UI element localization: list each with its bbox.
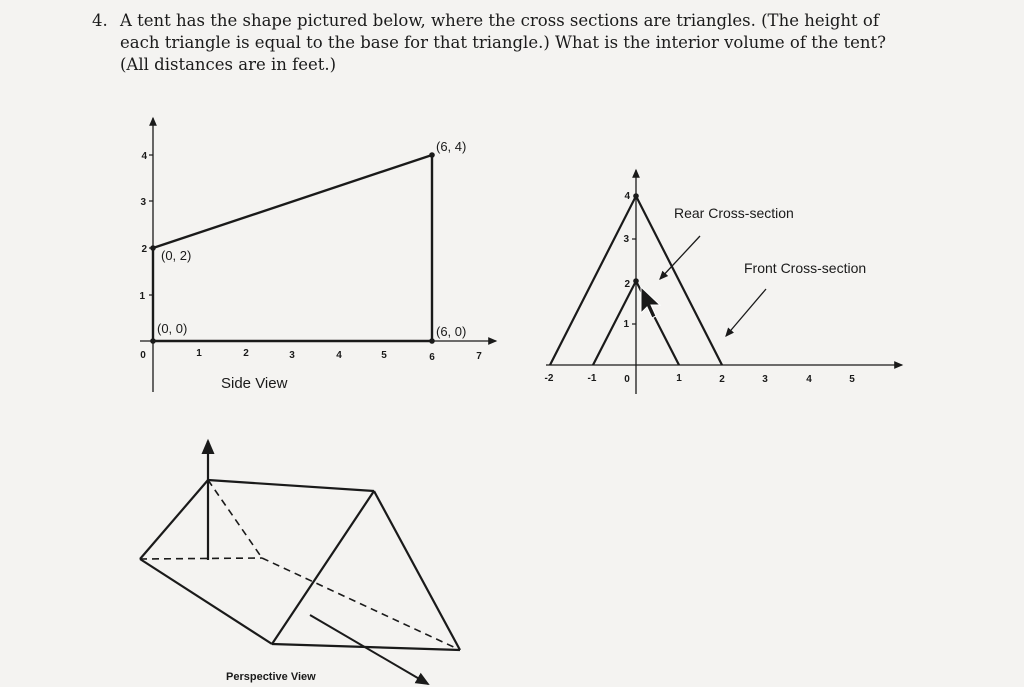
side-view-x-tick-0: 0 — [140, 350, 146, 361]
side-view-x-tick-1: 1 — [196, 348, 202, 359]
side-view-figure — [139, 118, 496, 392]
perspective-caption: Perspective View — [226, 671, 316, 683]
problem-line-1: A tent has the shape pictured below, where the cross sections are triangles. (The height of — [120, 11, 879, 30]
cross-section-x-tick-5: 5 — [849, 374, 855, 385]
side-view-x-tick-4: 4 — [336, 350, 342, 361]
rear-pointer-arrow — [660, 236, 700, 279]
cross-section-x-tick-2: 2 — [719, 374, 725, 385]
cross-section-x-tick-4: 4 — [806, 374, 812, 385]
cross-section-y-tick-1: 1 — [623, 319, 629, 330]
side-view-x-tick-2: 2 — [243, 348, 249, 359]
side-view-y-tick-2: 2 — [141, 244, 147, 255]
side-view-point-6-4 — [429, 152, 435, 158]
rear-cross-section-label: Rear Cross-section — [674, 205, 794, 221]
side-view-y-tick-3: 3 — [140, 197, 146, 208]
front-pointer-arrow — [726, 289, 766, 336]
side-view-point-6-0 — [429, 338, 435, 344]
side-view-caption: Side View — [221, 375, 288, 392]
side-view-label-6-4: (6, 4) — [436, 139, 467, 154]
cross-section-figure — [545, 170, 902, 394]
side-view-x-tick-3: 3 — [289, 350, 295, 361]
perspective-visible-edges — [140, 480, 460, 650]
front-apex-point — [633, 193, 639, 199]
side-view-x-tick-7: 7 — [476, 351, 482, 362]
side-view-label-0-2: (0, 2) — [161, 248, 192, 263]
rear-apex-point — [633, 278, 639, 284]
front-cross-section-label: Front Cross-section — [744, 260, 867, 276]
cross-section-x-tick-0: 0 — [624, 374, 630, 385]
side-view-x-tick-5: 5 — [381, 350, 387, 361]
side-view-point-0-0 — [150, 338, 156, 344]
side-view-point-0-2 — [150, 245, 156, 251]
side-view-y-tick-4: 4 — [141, 151, 147, 162]
problem-number: 4. — [92, 11, 108, 30]
cross-section-x-tick-3: 3 — [762, 374, 768, 385]
cross-section-y-tick-3: 3 — [623, 234, 629, 245]
side-view-label-6-0: (6, 0) — [436, 324, 467, 339]
mouse-cursor-icon — [641, 287, 660, 318]
perspective-figure — [140, 441, 460, 684]
problem-line-2: each triangle is equal to the base for that triangle.) What is the interior volume of the tent? — [120, 33, 886, 52]
side-view-x-tick-6: 6 — [429, 352, 435, 363]
side-view-y-tick-1: 1 — [139, 291, 145, 302]
cross-section-x-tick-neg1: -1 — [587, 373, 597, 384]
cross-section-y-tick-4: 4 — [624, 191, 630, 202]
cross-section-x-tick-1: 1 — [676, 373, 682, 384]
perspective-hidden-edges — [140, 480, 460, 650]
side-view-outline — [153, 155, 432, 341]
side-view-label-0-0: (0, 0) — [157, 321, 188, 336]
cross-section-x-tick-neg2: -2 — [544, 373, 554, 384]
problem-line-3: (All distances are in feet.) — [120, 55, 337, 74]
cross-section-y-tick-2: 2 — [624, 279, 630, 290]
